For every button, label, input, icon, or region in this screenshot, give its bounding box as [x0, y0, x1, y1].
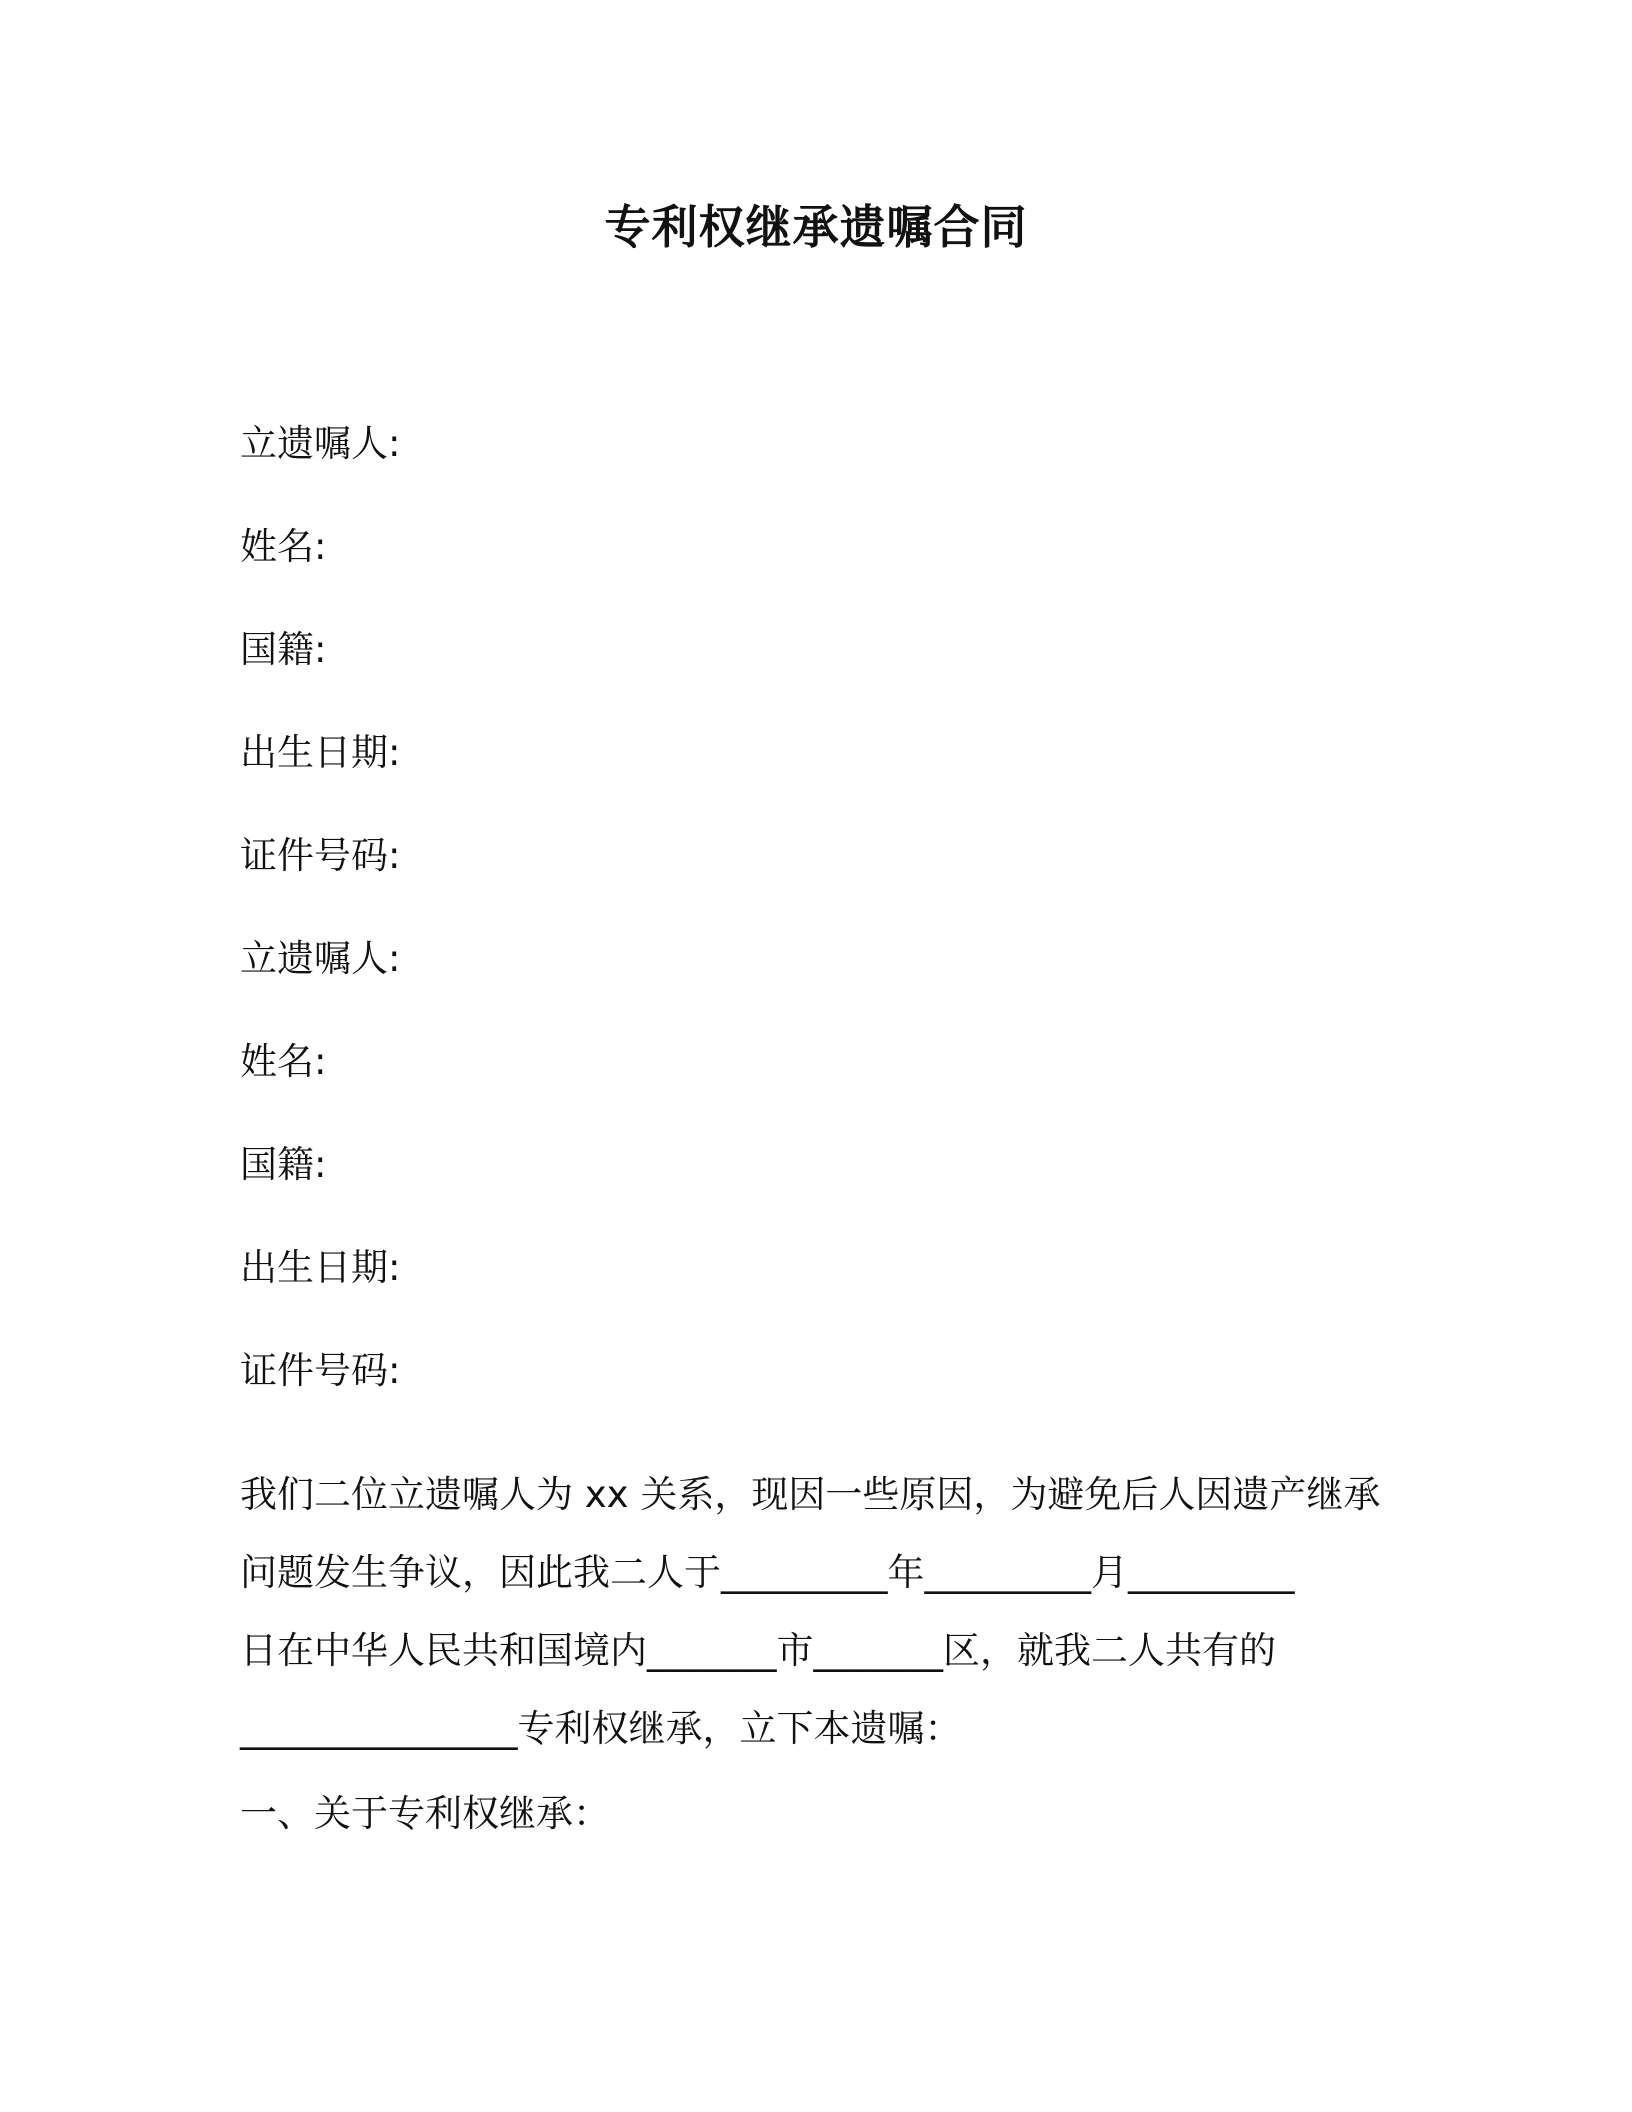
- testator-2-birth-date-label: 出生日期:: [240, 1246, 401, 1289]
- document-title: 专利权继承遗嘱合同: [604, 200, 1028, 254]
- testator-2-nationality-label: 国籍:: [240, 1143, 327, 1186]
- testator-2-heading: 立遗嘱人:: [240, 937, 401, 980]
- testator-2-id-number-label: 证件号码:: [240, 1349, 401, 1392]
- preamble-line: 日在中华人民共和国境内_______市_______区，就我二人共有的: [240, 1629, 1276, 1672]
- testator-1-id-number-label: 证件号码:: [240, 834, 401, 877]
- preamble-line: _______________专利权继承，立下本遗嘱：: [240, 1707, 962, 1750]
- section-1-heading: 一、关于专利权继承：: [240, 1792, 610, 1835]
- testator-1-name-label: 姓名:: [240, 525, 327, 568]
- preamble-line: 问题发生争议，因此我二人于_________年_________月_________: [240, 1551, 1295, 1594]
- testator-1-heading: 立遗嘱人:: [240, 422, 401, 465]
- preamble-line: 我们二位立遗嘱人为 xx 关系，现因一些原因，为避免后人因遗产继承: [240, 1473, 1381, 1516]
- preamble-paragraph: [240, 1456, 1400, 1768]
- testator-2-name-label: 姓名:: [240, 1040, 327, 1083]
- testator-1-birth-date-label: 出生日期:: [240, 731, 401, 774]
- testator-1-nationality-label: 国籍:: [240, 628, 327, 671]
